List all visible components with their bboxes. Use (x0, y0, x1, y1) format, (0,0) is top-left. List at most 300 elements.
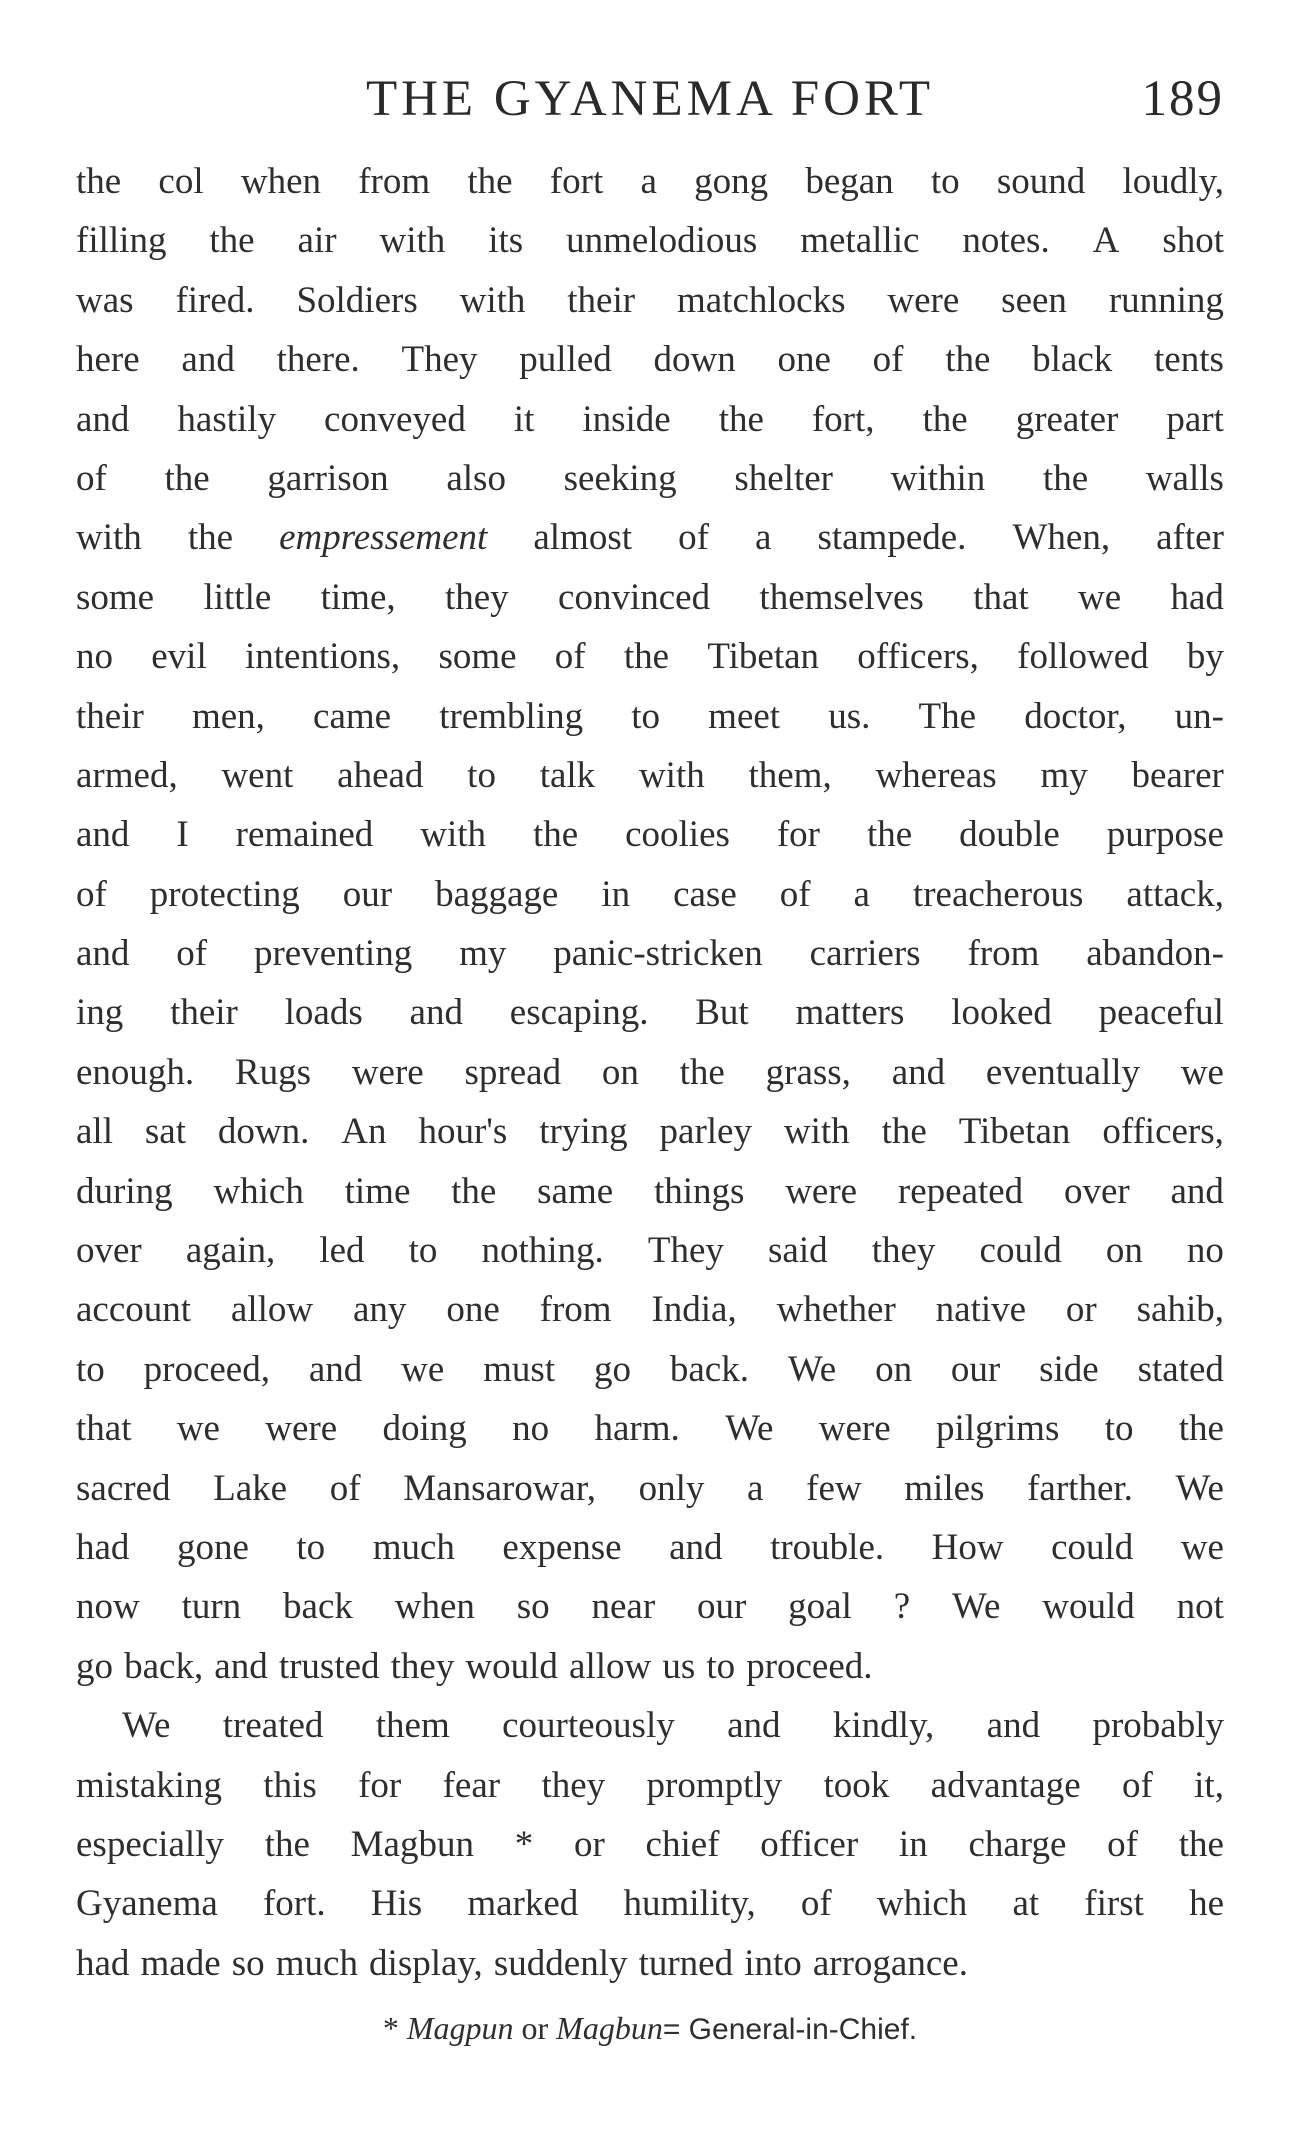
word: turn (181, 1586, 242, 1628)
word: our (342, 873, 393, 915)
word: empressement (279, 517, 488, 559)
word: advantage (930, 1764, 1081, 1806)
word: one (446, 1289, 500, 1331)
word: back, (124, 1645, 204, 1687)
word: marked (467, 1883, 579, 1925)
word: no (1186, 1230, 1224, 1272)
text-line (76, 1815, 1224, 1874)
word: trying (539, 1111, 628, 1153)
word: had (76, 1526, 130, 1568)
word: here (76, 339, 140, 381)
word: remained (235, 814, 374, 856)
word: down (653, 339, 736, 381)
word: trusted (278, 1645, 380, 1687)
word: shot (1162, 220, 1224, 262)
word: or (1065, 1289, 1097, 1331)
word: fired. (175, 279, 255, 321)
text-line (76, 1934, 1224, 1993)
word: went (221, 754, 294, 796)
word: charge (968, 1823, 1067, 1865)
word: for (358, 1764, 402, 1806)
footnote-definition: = General-in-Chief. (662, 2013, 918, 2046)
word: of (872, 339, 904, 381)
word: of (1121, 1764, 1153, 1806)
word: whether (776, 1289, 896, 1331)
word: probably (1092, 1705, 1224, 1747)
word: my (459, 933, 507, 975)
word: un- (1174, 695, 1224, 737)
word: goal (788, 1586, 852, 1628)
word: with (459, 279, 526, 321)
word: over (1063, 1170, 1130, 1212)
word: bearer (1131, 754, 1224, 796)
word: of (678, 517, 709, 559)
word: they (871, 1230, 936, 1272)
word: baggage (435, 873, 559, 915)
word: of (329, 1467, 361, 1509)
word: to (467, 754, 496, 796)
word: that (973, 576, 1029, 618)
word: eventually (985, 1051, 1141, 1093)
word: little (203, 576, 272, 618)
word: abandon- (1086, 933, 1224, 975)
word: back (283, 1586, 353, 1628)
word: its (488, 220, 524, 262)
word: them (375, 1705, 450, 1747)
word: would (465, 1645, 558, 1687)
word: loudly, (1122, 161, 1224, 202)
word: We (725, 1408, 774, 1450)
word: stampede. (817, 517, 967, 559)
word: that (76, 1408, 132, 1450)
word: miles (904, 1467, 985, 1509)
word: nothing. (481, 1230, 604, 1272)
word: black (1032, 339, 1113, 381)
word: time (344, 1170, 411, 1212)
word: They (401, 339, 478, 381)
word: intentions, (244, 636, 401, 678)
word: we (401, 1348, 445, 1390)
word: same (537, 1170, 614, 1212)
word: loads (284, 992, 363, 1034)
word: unmelodious (566, 220, 758, 262)
word: a (754, 517, 772, 559)
word: greater (1015, 398, 1119, 440)
word: first (1084, 1883, 1144, 1925)
word: down. (217, 1111, 310, 1153)
word: Magbun (350, 1823, 474, 1865)
word: of (176, 933, 208, 975)
body-text (76, 152, 1224, 1993)
word: the (922, 398, 968, 440)
word: the (532, 814, 579, 856)
word: the (209, 220, 255, 262)
text-line (76, 449, 1224, 508)
word: and (76, 933, 130, 975)
word: with (420, 814, 487, 856)
word: the (187, 517, 234, 559)
text-line (76, 390, 1224, 449)
word: the (945, 339, 991, 381)
word: the (623, 636, 670, 678)
text-line (76, 152, 1224, 211)
word: our (697, 1586, 747, 1628)
text-line (76, 1577, 1224, 1636)
word: officers, (857, 636, 979, 678)
word: seeking (563, 457, 677, 499)
word: some (438, 636, 517, 678)
word: the (1178, 1408, 1224, 1450)
word: the (679, 1051, 725, 1093)
word: we (176, 1408, 220, 1450)
word: case (673, 873, 737, 915)
word: sat (144, 1111, 186, 1153)
word: we (1180, 1526, 1224, 1568)
word: all (76, 1111, 113, 1153)
word: go (76, 1645, 113, 1687)
text-line (76, 1459, 1224, 1518)
word: said (768, 1230, 828, 1272)
word: Rugs (234, 1051, 312, 1093)
word: it (513, 398, 535, 440)
word: could (979, 1230, 1062, 1272)
word: to (930, 161, 960, 202)
word: officers, (1102, 1111, 1224, 1153)
word: their (76, 695, 144, 737)
page-header (76, 70, 1224, 130)
word: over (76, 1230, 142, 1272)
word: officer (760, 1823, 859, 1865)
word: not (1176, 1586, 1224, 1628)
word: of (800, 1883, 832, 1925)
word: came (313, 695, 392, 737)
word: whereas (875, 754, 997, 796)
text-line (76, 627, 1224, 686)
word: was (76, 279, 134, 321)
word: their (170, 992, 238, 1034)
word: native (935, 1289, 1027, 1331)
word: almost (533, 517, 633, 559)
word: one (777, 339, 831, 381)
word: they (390, 1645, 455, 1687)
text-line (76, 1637, 1224, 1696)
word: with (783, 1111, 850, 1153)
footnote-term-magpun: Magpun (406, 2010, 514, 2046)
word: air (297, 220, 337, 262)
word: But (695, 992, 749, 1034)
word: pulled (519, 339, 612, 381)
word: with (638, 754, 705, 796)
word: repeated (897, 1170, 1024, 1212)
word: ahead (337, 754, 424, 796)
word: arrogance. (812, 1942, 968, 1984)
word: this (263, 1764, 317, 1806)
word: which (213, 1170, 304, 1212)
word: and (891, 1051, 946, 1093)
word: allow (230, 1289, 314, 1331)
word: preventing (253, 933, 413, 975)
word: had (1170, 576, 1224, 618)
word: were (785, 1170, 858, 1212)
word: fear (442, 1764, 501, 1806)
word: A (1092, 220, 1120, 262)
word: the (1042, 457, 1089, 499)
word: the (1178, 1823, 1224, 1865)
word: ? (893, 1586, 911, 1628)
word: on (601, 1051, 639, 1093)
word: of (1107, 1823, 1138, 1865)
word: armed, (76, 754, 178, 796)
word: courteously (502, 1705, 675, 1747)
word: display, (369, 1942, 483, 1984)
word: gong (694, 161, 769, 202)
word: the (164, 457, 210, 499)
text-line (76, 1102, 1224, 1161)
word: were (351, 1051, 424, 1093)
text-line (76, 330, 1224, 389)
word: parley (659, 1111, 752, 1153)
word: they (444, 576, 509, 618)
text-line (76, 1340, 1224, 1399)
word: * (514, 1823, 534, 1865)
text-line (76, 1874, 1224, 1933)
word: much (275, 1942, 358, 1984)
word: near (591, 1586, 656, 1628)
text-line (76, 568, 1224, 627)
word: there. (276, 339, 360, 381)
word: looked (951, 992, 1052, 1034)
word: men, (191, 695, 265, 737)
word: fort. (262, 1883, 326, 1925)
word: by (1186, 636, 1224, 678)
word: hour's (418, 1111, 508, 1153)
word: allow (569, 1645, 652, 1687)
word: Soldiers (296, 279, 418, 321)
word: took (823, 1764, 890, 1806)
word: proceed, (143, 1348, 270, 1390)
word: part (1166, 398, 1224, 440)
word: in (601, 873, 631, 915)
word: few (806, 1467, 862, 1509)
word: of (76, 457, 107, 499)
word: promptly (646, 1764, 783, 1806)
word: running (1108, 279, 1224, 321)
word: into (744, 1942, 802, 1984)
word: tents (1154, 339, 1224, 381)
word: it, (1194, 1764, 1224, 1806)
footnote-marker: * (382, 2010, 399, 2046)
word: walls (1145, 457, 1224, 499)
word: side (1039, 1348, 1099, 1390)
word: the (467, 161, 513, 202)
word: humility, (623, 1883, 756, 1925)
text-line (76, 687, 1224, 746)
word: go (593, 1348, 631, 1390)
word: led (319, 1230, 365, 1272)
word: our (950, 1348, 1001, 1390)
word: the (718, 398, 764, 440)
word: made (140, 1942, 221, 1984)
word: of (779, 873, 811, 915)
word: expense (502, 1526, 622, 1568)
word: some (76, 576, 155, 618)
word: no (512, 1408, 550, 1450)
word: Tibetan (958, 1111, 1071, 1153)
word: must (483, 1348, 556, 1390)
footnote-connector: or (521, 2010, 549, 2046)
word: attack, (1126, 873, 1224, 915)
word: or (573, 1823, 605, 1865)
word: double (959, 814, 1060, 856)
word: peaceful (1098, 992, 1224, 1034)
word: only (638, 1467, 705, 1509)
word: mistaking (76, 1764, 222, 1806)
word: turned (638, 1942, 734, 1984)
word: sound (996, 161, 1086, 202)
word: matters (795, 992, 905, 1034)
word: a (640, 161, 657, 202)
word: had (76, 1942, 130, 1984)
word: would (1042, 1586, 1135, 1628)
word: panic-stricken (553, 933, 763, 975)
word: from (539, 1289, 612, 1331)
word: with (76, 517, 142, 559)
word: of (554, 636, 586, 678)
word: Lake (213, 1467, 288, 1509)
running-title: THE GYANEMA FORT (365, 71, 935, 127)
word: trembling (439, 695, 584, 737)
word: treacherous (912, 873, 1084, 915)
word: shelter (734, 457, 833, 499)
word: their (567, 279, 636, 321)
word: An (341, 1111, 387, 1153)
word: the (264, 1823, 310, 1865)
word: to (76, 1348, 105, 1390)
word: of (76, 873, 107, 915)
word: time, (320, 576, 396, 618)
word: How (931, 1526, 1004, 1568)
word: They (647, 1230, 724, 1272)
word: kindly, (832, 1705, 935, 1747)
word: things (653, 1170, 745, 1212)
word: for (776, 814, 820, 856)
word: with (379, 220, 446, 262)
word: and (214, 1645, 268, 1687)
word: and (76, 398, 130, 440)
word: Gyanema (76, 1883, 218, 1925)
word: on (875, 1348, 913, 1390)
word: to (706, 1645, 736, 1687)
text-line (76, 865, 1224, 924)
word: matchlocks (676, 279, 846, 321)
word: them, (748, 754, 832, 796)
word: pilgrims (936, 1408, 1060, 1450)
word: hastily (177, 398, 277, 440)
word: us. (828, 695, 871, 737)
word: now (76, 1586, 140, 1628)
word: carriers (809, 933, 921, 975)
word: notes. (962, 220, 1050, 262)
word: in (898, 1823, 928, 1865)
word: followed (1017, 636, 1149, 678)
word: trouble. (770, 1526, 885, 1568)
word: proceed. (746, 1645, 873, 1687)
text-line (76, 1756, 1224, 1815)
word: so (231, 1942, 265, 1984)
word: fort (549, 161, 604, 202)
word: were (818, 1408, 891, 1450)
word: we (1180, 1051, 1224, 1093)
footnote (76, 2010, 1224, 2047)
word: a (747, 1467, 764, 1509)
text-line (76, 508, 1224, 567)
word: The (918, 695, 977, 737)
word: when (394, 1586, 475, 1628)
text-line (76, 1162, 1224, 1221)
word: we (1078, 576, 1122, 618)
word: stated (1137, 1348, 1224, 1390)
word: much (372, 1526, 455, 1568)
text-line (76, 924, 1224, 983)
word: India, (651, 1289, 737, 1331)
word: seen (1001, 279, 1067, 321)
word: doctor, (1024, 695, 1127, 737)
word: so (516, 1586, 550, 1628)
word: fort, (811, 398, 875, 440)
word: farther. (1027, 1467, 1133, 1509)
word: at (1012, 1883, 1040, 1925)
word: Mansarowar, (403, 1467, 596, 1509)
word: and (1170, 1170, 1224, 1212)
word: garrison (267, 457, 389, 499)
text-line (76, 1399, 1224, 1458)
word: purpose (1106, 814, 1224, 856)
word: When, (1012, 517, 1111, 559)
word: themselves (759, 576, 924, 618)
word: metallic (800, 220, 920, 262)
word: His (370, 1883, 423, 1925)
word: We (122, 1705, 171, 1747)
word: to (296, 1526, 326, 1568)
word: began (805, 161, 894, 202)
word: gone (176, 1526, 249, 1568)
word: and (727, 1705, 781, 1747)
word: on (1105, 1230, 1143, 1272)
word: and (409, 992, 463, 1034)
word: they (541, 1764, 606, 1806)
word: conveyed (324, 398, 466, 440)
text-line (76, 1221, 1224, 1280)
word: were (265, 1408, 338, 1450)
word: We (952, 1586, 1001, 1628)
word: after (1156, 517, 1224, 559)
word: and (76, 814, 130, 856)
word: to (631, 695, 661, 737)
word: Tibetan (707, 636, 820, 678)
word: also (446, 457, 506, 499)
word: sahib, (1136, 1289, 1224, 1331)
word: enough. (76, 1051, 195, 1093)
word: to (1104, 1408, 1134, 1450)
word: ing (76, 992, 124, 1034)
word: from (358, 161, 431, 202)
text-line (76, 1280, 1224, 1339)
word: any (353, 1289, 407, 1331)
word: suddenly (493, 1942, 628, 1984)
word: filling (76, 220, 167, 262)
text-line (76, 1696, 1224, 1755)
word: doing (382, 1408, 467, 1450)
